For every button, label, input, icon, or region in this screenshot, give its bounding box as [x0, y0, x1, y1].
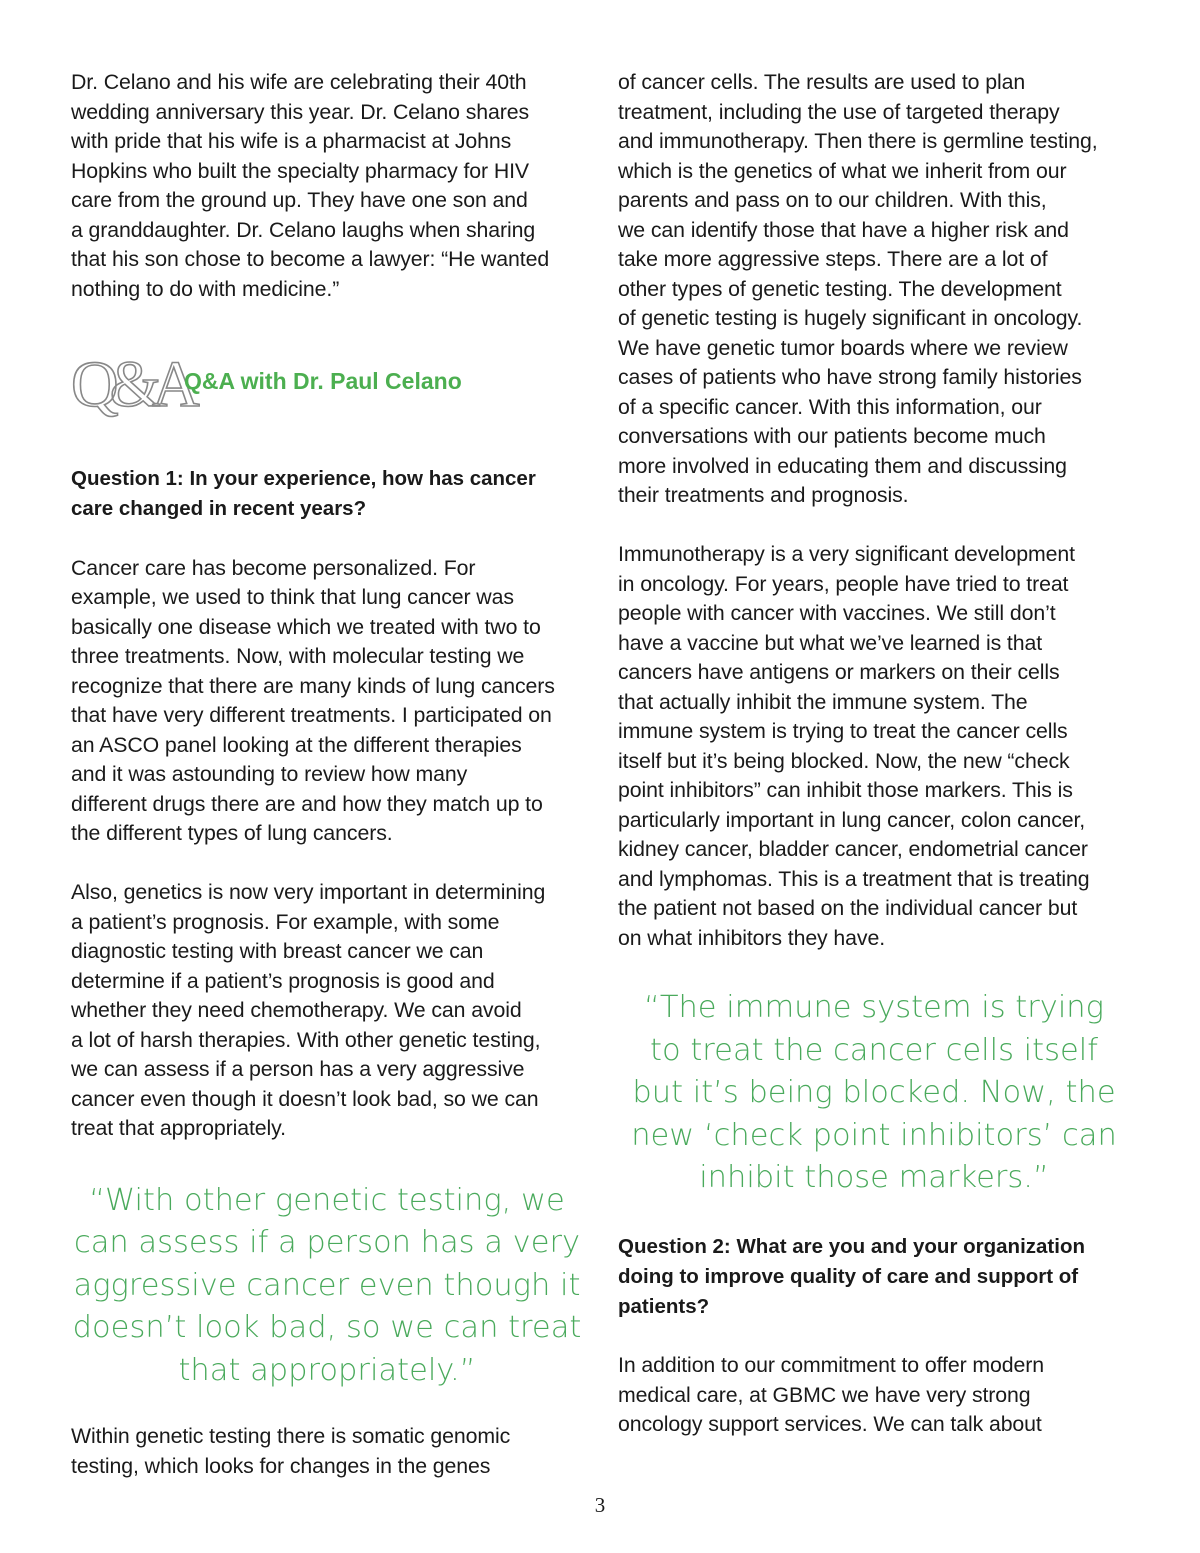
- question-1-heading: Question 1: In your experience, how has cancer care changed in recent years?: [71, 467, 536, 520]
- right-column: [618, 68, 1130, 1440]
- answer-2-paragraph-1: In addition to our commitment to offer modern medical care, at GBMC we have very strong oncology support services. We can talk about: [618, 1353, 1044, 1436]
- qa-section-title: Q&A with Dr. Paul Celano: [184, 368, 462, 394]
- svg-text:Q&A: Q&A: [71, 348, 191, 421]
- question-2-heading: Question 2: What are you and your organization doing to improve quality of care and support of patients?: [618, 1234, 1085, 1318]
- page-number: 3: [594, 1493, 606, 1517]
- left-column: [71, 68, 583, 1481]
- continued-paragraph: of cancer cells. The results are used to plan treatment, including the use of targeted therapy and immunotherapy. Then there is germline testing, which is the genetics of what we inherit from our parents and pass on to our children. With this, we can identify those that have a higher risk and take more aggressive steps. There are a lot of other types of genetic testing. The development of genetic testing is hugely significant in oncology. We have genetic tumor boards where we review cases of patients who have strong family histories of a specific cancer. With this information, our conversations with our patients become much more involved in educating them and discussing their treatments and prognosis.: [618, 70, 1098, 507]
- intro-paragraph: Dr. Celano and his wife are celebrating their 40th wedding anniversary this year. Dr. Celano shares with pride that his wife is a pharmacist at Johns Hopkins who built the specialty pharmacy for HIV care from the ground up. They have one son and a granddaughter. Dr. Celano laughs when sharing that his son chose to become a lawyer: “He wanted nothing to do with medicine.”: [71, 70, 550, 301]
- immunotherapy-paragraph: Immunotherapy is a very significant development in oncology. For years, people have tried to treat people with cancer with vaccines. We still don’t have a vaccine but what we’ve learned is that cancers have antigens or markers on their cells that actually inhibit the immune system. The immune system is trying to treat the cancer cells itself but it’s being blocked. Now, the new “check point inhibitors” can inhibit those markers. This is particularly important in lung cancer, colon cancer, kidney cancer, bladder cancer, endometrial cancer and lymphomas. This is a treatment that is treating the patient not based on the individual cancer but on what inhibitors they have.: [618, 542, 1090, 950]
- answer-1-paragraph-1: Cancer care has become personalized. For example, we used to think that lung cancer was basically one disease which we treated with two to three treatments. Now, with molecular testing we recognize that there are many kinds of lung cancers that have very different treatments. I participated on an ASCO panel looking at the different therapies and it was astounding to review how many different drugs there are and how they match up to the different types of lung cancers.: [71, 555, 555, 845]
- answer-1-paragraph-3: Within genetic testing there is somatic genomic testing, which looks for changes in the genes: [71, 1424, 511, 1478]
- qa-header: [71, 348, 583, 426]
- qa-logo-icon: [71, 348, 191, 426]
- pull-quote-left: “With other genetic testing, we can assess if a person has a very aggressive cancer even though it doesn’t look bad, so we can treat that appropriately.”: [72, 1182, 582, 1388]
- answer-1-paragraph-2: Also, genetics is now very important in determining a patient’s prognosis. For example, with some diagnostic testing with breast cancer we can determine if a patient’s prognosis is good and whether they need chemotherapy. We can avoid a lot of harsh therapies. With other genetic testing, we can assess if a person has a very aggressive cancer even though it doesn’t look bad, so we can treat that appropriately.: [71, 880, 546, 1140]
- pull-quote-right: “The immune system is trying to treat the cancer cells itself but it’s being blocked. Now, the new ‘check point inhibitors’ can inhibit those markers.”: [631, 990, 1117, 1195]
